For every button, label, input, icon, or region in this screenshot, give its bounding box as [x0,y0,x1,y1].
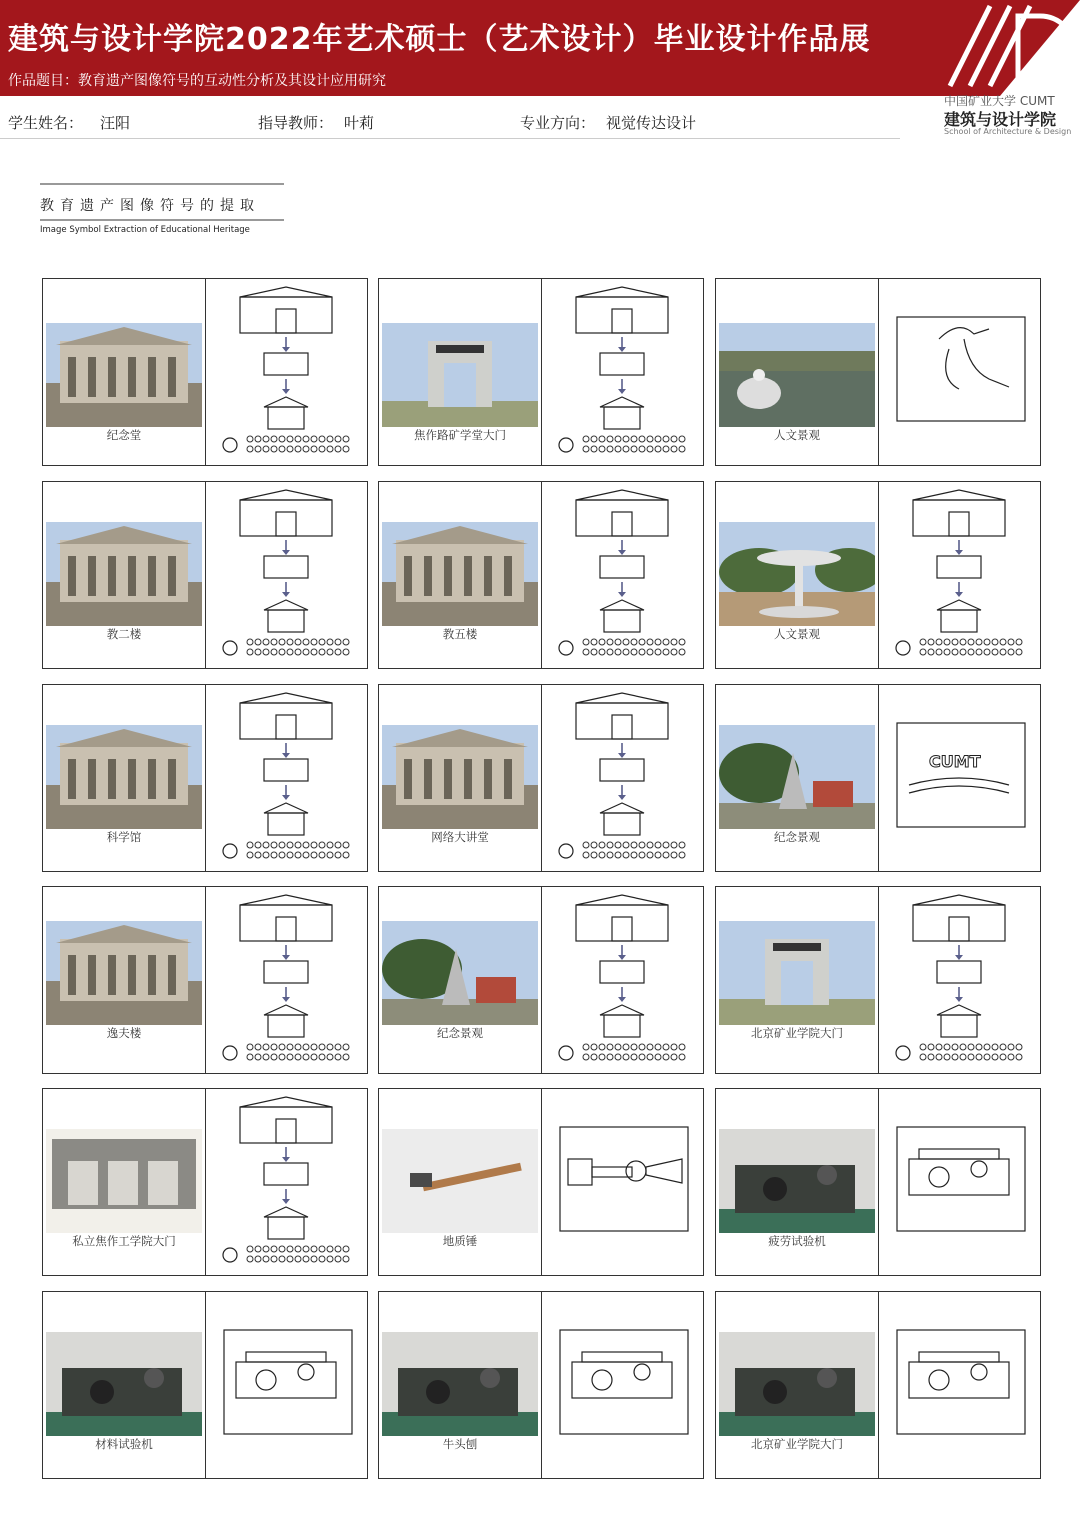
gate-extraction-icon [879,887,1041,1073]
machine-photo [719,1332,875,1436]
machine-photo [382,1332,538,1436]
card-caption: 逸夫楼 [106,1026,142,1040]
heritage-card [42,278,368,466]
section-title-en: Image Symbol Extraction of Educational Heritage [40,225,250,235]
heritage-card [378,1088,704,1276]
building-photo [46,725,202,829]
machine-lineart-icon [542,1292,704,1478]
card-caption: 纪念景观 [774,830,820,844]
card-caption: 人文景观 [774,627,820,641]
card-caption: 牛头刨 [442,1437,478,1451]
statue-lineart-icon [879,279,1041,465]
card-caption: 科学馆 [106,830,142,844]
card-caption: 北京矿业学院大门 [751,1437,843,1451]
cumt-book-lineart-icon [879,685,1041,871]
building-extraction-icon [206,482,368,668]
card-caption: 纪念景观 [437,1026,483,1040]
heritage-card [378,886,704,1074]
building-photo [46,522,202,626]
card-caption: 纪念堂 [106,428,142,442]
major-label: 专业方向： [520,114,596,132]
machine-lineart-icon [206,1292,368,1478]
card-caption: 私立焦作工学院大门 [72,1234,176,1248]
card-caption: 教二楼 [106,627,142,641]
heritage-card [378,684,704,872]
heritage-card [378,481,704,669]
logo-university: 中国矿业大学 CUMT [944,94,1055,108]
monument-photo [719,725,875,829]
building-extraction-icon [206,887,368,1073]
section-mid-rule [40,219,284,221]
gate-extraction-icon [542,279,704,465]
svg-text:CUMT: CUMT [929,752,981,771]
heritage-card [378,1291,704,1479]
machine-lineart-icon [879,1292,1041,1478]
work-subtitle: 作品题目：教育遗产图像符号的互动性分析及其设计应用研究 [8,73,386,89]
student-name: 汪阳 [100,114,131,132]
machine-lineart-icon [879,1089,1041,1275]
card-caption: 教五楼 [442,627,478,641]
logo-school-en: School of Architecture & Design [944,127,1072,136]
old-gate-photo [46,1129,202,1233]
heritage-card [42,684,368,872]
advisor-name: 叶莉 [344,114,375,132]
building-extraction-icon [206,279,368,465]
sail-extraction-icon [542,887,704,1073]
roof-extraction-icon [542,685,704,871]
gate-photo [719,921,875,1025]
section-title-cn: 教育遗产图像符号的提取 [40,198,260,214]
card-caption: 疲劳试验机 [768,1234,826,1248]
page-title: 建筑与设计学院2022年艺术硕士（艺术设计）毕业设计作品展 [8,22,871,57]
heritage-card [715,684,1041,872]
card-caption: 焦作路矿学堂大门 [414,428,506,442]
logo-school: 建筑与设计学院 [944,110,1057,129]
heritage-card [42,886,368,1074]
section-top-rule [40,183,284,185]
major-name: 视觉传达设计 [606,114,697,132]
hammer-lineart-icon [542,1089,704,1275]
heritage-card [715,481,1041,669]
heritage-card [378,278,704,466]
card-caption: 材料试验机 [95,1437,153,1451]
statue-pond-photo [719,323,875,427]
building-photo [382,522,538,626]
advisor-label: 指导教师： [258,114,334,132]
card-caption: 网络大讲堂 [431,830,489,844]
machine-photo [719,1129,875,1233]
heritage-card [42,1291,368,1479]
section-heading [40,183,284,237]
monument-photo [382,921,538,1025]
heritage-card [42,1088,368,1276]
heritage-card [715,1291,1041,1479]
card-caption: 人文景观 [774,428,820,442]
building-photo [382,725,538,829]
pavilion-photo [719,522,875,626]
card-caption: 北京矿业学院大门 [751,1026,843,1040]
subtitle-row [0,62,960,96]
machine-photo [46,1332,202,1436]
pavilion-extraction-icon [879,482,1041,668]
card-caption: 地质锤 [442,1234,478,1248]
building-photo [46,323,202,427]
building-photo [46,921,202,1025]
gate-photo [382,323,538,427]
heritage-card [715,886,1041,1074]
pavilion-gate-extraction-icon [206,1089,368,1275]
colonnade-extraction-icon [206,685,368,871]
info-row [0,104,900,139]
facade-extraction-icon [542,482,704,668]
header-banner [0,0,1080,140]
heritage-card [42,481,368,669]
heritage-card [715,278,1041,466]
heritage-card [715,1088,1041,1276]
hammer-photo [382,1129,538,1233]
student-label: 学生姓名： [8,114,84,132]
